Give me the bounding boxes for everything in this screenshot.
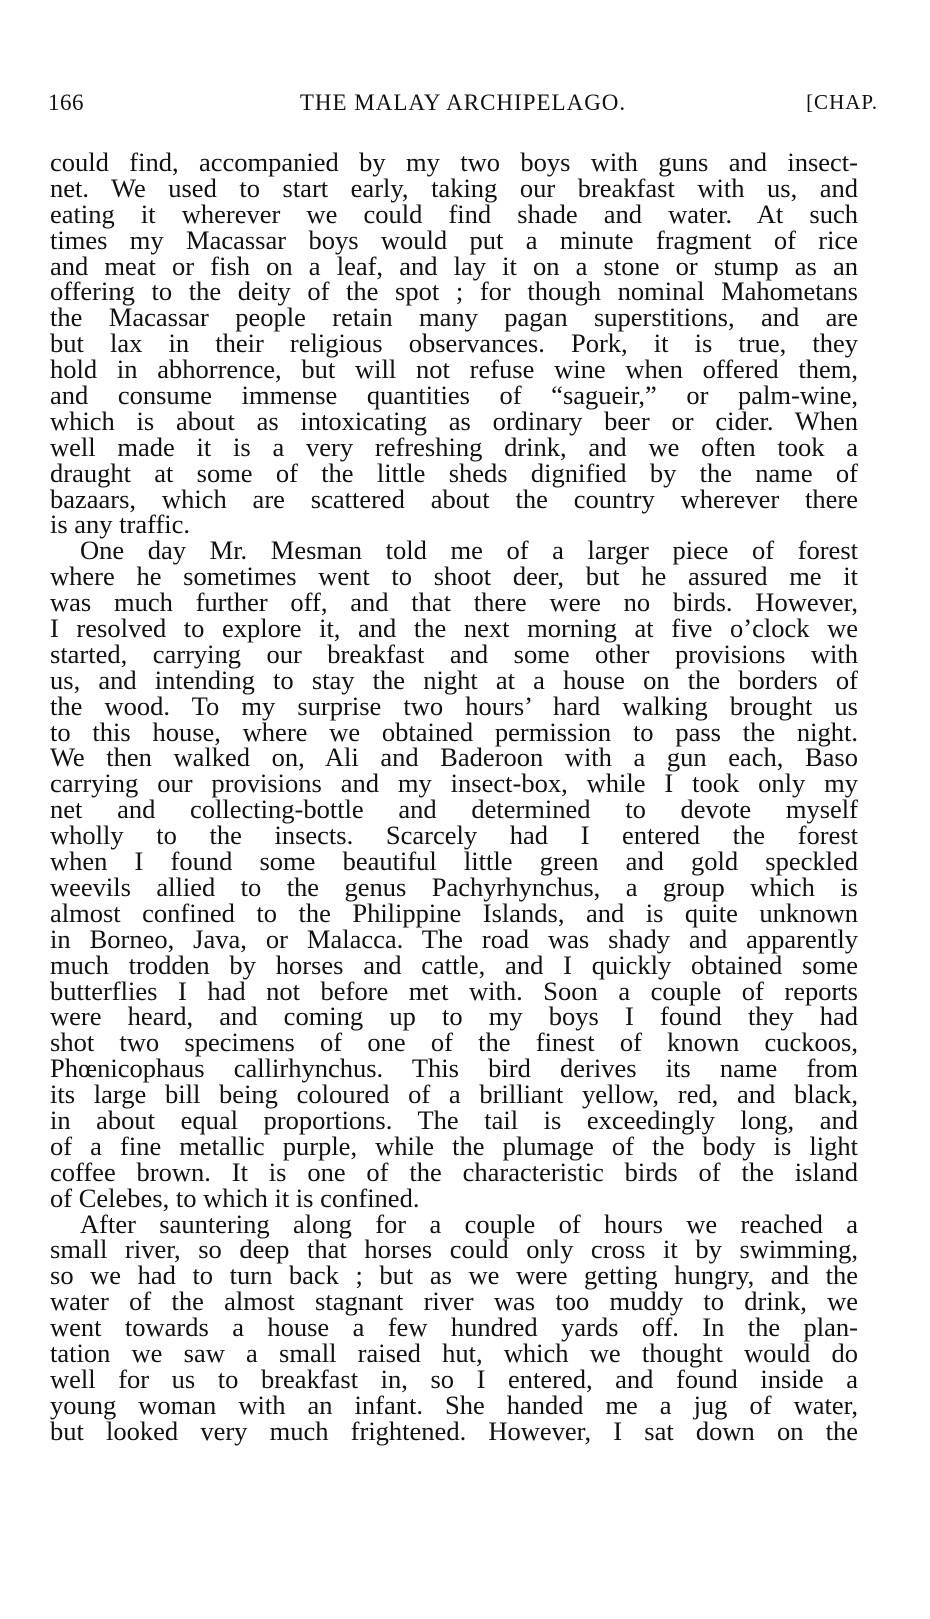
text-line: coffee brown. It is one of the characteristic birds of the island <box>50 1156 858 1187</box>
page-number: 166 <box>48 90 84 115</box>
text-line: started, carrying our breakfast and some other provisions with <box>50 638 858 669</box>
text-line: and consume immense quantities of “sagueir,” or palm-wine, <box>50 380 858 411</box>
text-line: carrying our provisions and my insect-box, while I took only my <box>50 768 858 799</box>
text-line: almost confined to the Philippine Islands, and is quite unknown <box>50 897 858 928</box>
text-line: Phœnicophaus callirhynchus. This bird derives its name from <box>50 1053 858 1084</box>
body-text <box>50 147 858 1446</box>
text-line: much trodden by horses and cattle, and I quickly obtained some <box>50 949 858 980</box>
text-line: were heard, and coming up to my boys I found they had <box>50 1001 858 1032</box>
paragraph <box>50 535 858 1213</box>
paragraph <box>50 147 858 540</box>
text-line: hold in abhorrence, but will not refuse wine when offered them, <box>50 354 858 385</box>
text-line: well for us to breakfast in, so I entered, and found inside a <box>50 1363 858 1394</box>
text-line: could find, accompanied by my two boys with guns and insect- <box>50 147 858 177</box>
text-line: I resolved to explore it, and the next morning at five o’clock we <box>50 613 858 644</box>
text-line: draught at some of the little sheds dignified by the name of <box>50 457 858 488</box>
running-head <box>48 90 878 124</box>
text-line: offering to the deity of the spot ; for though nominal Mahometans <box>50 276 858 307</box>
text-line: so we had to turn back ; but as we were getting hungry, and the <box>50 1260 858 1291</box>
text-line: shot two specimens of one of the finest of known cuckoos, <box>50 1027 858 1058</box>
text-line: of a fine metallic purple, while the plumage of the body is light <box>50 1130 858 1161</box>
text-line: where he sometimes went to shoot deer, but he assured me it <box>50 561 858 592</box>
text-line: to this house, where we obtained permission to pass the night. <box>50 716 858 747</box>
text-line: which is about as intoxicating as ordinary beer or cider. When <box>50 405 858 436</box>
text-line: the Macassar people retain many pagan superstitions, and are <box>50 302 858 333</box>
text-line: butterflies I had not before met with. Soon a couple of reports <box>50 975 858 1006</box>
text-line: After sauntering along for a couple of hours we reached a <box>80 1208 858 1239</box>
text-line: bazaars, which are scattered about the country wherever there <box>50 483 858 514</box>
text-line: but looked very much frightened. However, I sat down on the <box>50 1415 858 1446</box>
text-line: and meat or fish on a leaf, and lay it on a stone or stump as an <box>50 250 858 281</box>
text-line: was much further off, and that there were no birds. However, <box>50 587 858 618</box>
text-line: but lax in their religious observances. Pork, it is true, they <box>50 328 858 359</box>
text-line: We then walked on, Ali and Baderoon with a gun each, Baso <box>50 742 858 773</box>
text-line: went towards a house a few hundred yards off. In the plan- <box>50 1312 858 1343</box>
text-line: net and collecting-bottle and determined to devote myself <box>50 794 858 825</box>
text-line: weevils allied to the genus Pachyrhynchus, a group which is <box>50 871 858 902</box>
text-line: its large bill being coloured of a brilliant yellow, red, and black, <box>50 1079 858 1110</box>
text-line: of Celebes, to which it is confined. <box>50 1182 420 1213</box>
text-line: net. We used to start early, taking our breakfast with us, and <box>50 172 858 203</box>
text-line: when I found some beautiful little green and gold speckled <box>50 846 858 877</box>
text-line: times my Macassar boys would put a minute fragment of rice <box>50 224 858 255</box>
book-title: THE MALAY ARCHIPELAGO. <box>299 90 627 115</box>
text-line: wholly to the insects. Scarcely had I entered the forest <box>50 820 858 851</box>
text-line: One day Mr. Mesman told me of a larger piece of forest <box>80 535 858 566</box>
text-line: young woman with an infant. She handed me a jug of water, <box>50 1389 858 1420</box>
text-line: us, and intending to stay the night at a house on the borders of <box>50 664 858 695</box>
text-line: water of the almost stagnant river was too muddy to drink, we <box>50 1286 858 1317</box>
text-line: is any traffic. <box>50 509 191 540</box>
text-line: tation we saw a small raised hut, which we thought would do <box>50 1337 858 1368</box>
text-line: in Borneo, Java, or Malacca. The road was shady and apparently <box>50 923 858 954</box>
paragraph <box>50 1208 858 1446</box>
text-line: well made it is a very refreshing drink, and we often took a <box>50 431 858 462</box>
text-line: small river, so deep that horses could only cross it by swimming, <box>50 1234 858 1265</box>
text-line: in about equal proportions. The tail is exceedingly long, and <box>50 1104 858 1135</box>
chapter-marker: [CHAP. <box>806 90 878 114</box>
text-line: the wood. To my surprise two hours’ hard walking brought us <box>50 690 858 721</box>
text-line: eating it wherever we could find shade and water. At such <box>50 198 858 229</box>
